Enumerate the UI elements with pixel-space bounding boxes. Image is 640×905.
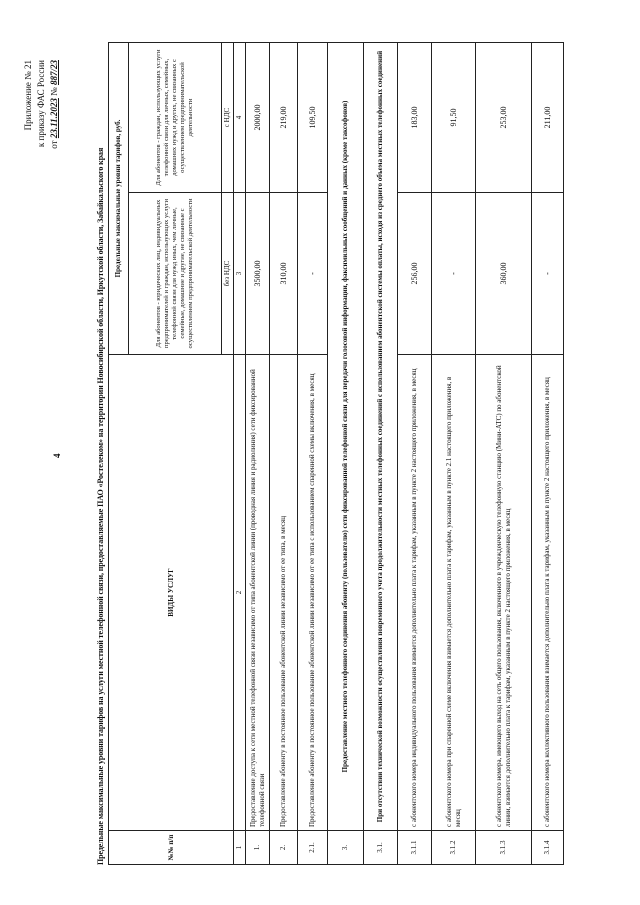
tariff-citizens: 211,00 <box>532 43 564 193</box>
tariff-citizens: 219,00 <box>270 43 298 193</box>
index-cell: 3 <box>234 193 246 355</box>
service-description: с абонентского номера индивидуального пользования взимается дополнительно плата к тарифам, указанным в пункте 2 настоящего приложения, в месяц <box>398 355 432 831</box>
service-description: с абонентского номера коллективного пользования взимается дополнительно плата к тарифам, указанным в пункте 2 настоящего приложения, в месяц <box>532 355 564 831</box>
row-number: 3.1.2 <box>432 831 476 865</box>
order-date: 23.11.2023 <box>49 98 59 139</box>
number-prefix: № <box>49 87 59 96</box>
table-row <box>298 43 328 865</box>
row-number: 2. <box>270 831 298 865</box>
header-legal-entities: Для абонентов - юридических лиц, индивидуальных предпринимателей и граждан, использующих услуги телефонной связи для нужд иных, чем личные, семейные, домашние и другие, не связанные с осуществлением предпринимательской деятельности <box>129 193 222 355</box>
order-date-line <box>48 60 61 149</box>
header-vat-excluded: без НДС <box>222 193 234 355</box>
index-cell: 1 <box>234 831 246 865</box>
table-row <box>270 43 298 865</box>
index-cell: 4 <box>234 43 246 193</box>
tariff-legal: - <box>432 193 476 355</box>
page-number: 4 <box>52 453 62 458</box>
index-cell: 2 <box>234 355 246 831</box>
row-number: 3.1. <box>364 831 398 865</box>
order-line: к приказу ФАС России <box>36 60 46 148</box>
table-row <box>364 43 398 865</box>
row-number: 3. <box>328 831 364 865</box>
row-number: 3.1.3 <box>476 831 532 865</box>
table-row <box>246 43 270 865</box>
table-row <box>398 43 432 865</box>
header-levels: Предельные максимальные уровни тарифов, руб. <box>109 43 129 355</box>
table-row <box>476 43 532 865</box>
service-description: Предоставление абоненту в постоянное пользование абонентской линии независимо от ее типа с использованием спаренной схемы включения, в месяц <box>298 355 328 831</box>
tariff-table <box>108 42 564 865</box>
row-number: 1. <box>246 831 270 865</box>
date-prefix: от <box>49 140 59 149</box>
service-description: с абонентского номера при спаренной схеме включения взимается дополнительно плата к тарифам, указанным в пункте 2.1 настоящего приложения, в месяц <box>432 355 476 831</box>
service-description: Предоставление абоненту в постоянное пользование абонентской линии независимо от ее типа, в месяц <box>270 355 298 831</box>
tariff-legal: 360,00 <box>476 193 532 355</box>
tariff-citizens: 109,50 <box>298 43 328 193</box>
appendix-block <box>22 60 61 149</box>
appendix-line: Приложение № 21 <box>23 60 33 131</box>
header-vat-included: с НДС <box>222 43 234 193</box>
order-number: 887/23 <box>49 60 59 86</box>
tariff-legal: - <box>298 193 328 355</box>
table-row <box>328 43 364 865</box>
header-citizens: Для абонентов - граждан, использующих услуги телефонной связи для личных, семейных, домашних нужд и других, не связанных с осуществлением предпринимательской деятельности <box>129 43 222 193</box>
tariff-legal: 256,00 <box>398 193 432 355</box>
header-services: ВИДЫ УСЛУГ <box>109 355 234 831</box>
service-description: Предоставление доступа к сети местной телефонной связи независимо от типа абонентской линии (проводная линия и радиолиния) сети фиксированной телефонной связи <box>246 355 270 831</box>
section-heading: Предоставление местного телефонного соединения абоненту (пользователю) сети фиксированной телефонной связи для передачи голосовой информации, факсимильных сообщений и данных (кроме таксофонов) <box>328 43 364 831</box>
tariff-citizens: 253,00 <box>476 43 532 193</box>
tariff-citizens: 2000,00 <box>246 43 270 193</box>
tariff-citizens: 183,00 <box>398 43 432 193</box>
table-row <box>532 43 564 865</box>
tariff-legal: 310,00 <box>270 193 298 355</box>
header-no: №№ п/п <box>109 831 234 865</box>
row-number: 2.1. <box>298 831 328 865</box>
document-title: Предельные максимальные уровни тарифов на услуги местной телефонной связи, предоставляемые ПАО «Ростелеком» на территории Новосибирской области, Иркутской области, Забайкальского края <box>96 147 105 865</box>
row-number: 3.1.1 <box>398 831 432 865</box>
tariff-citizens: 91,50 <box>432 43 476 193</box>
table-row <box>432 43 476 865</box>
section-heading: При отсутствии технической возможности осуществления повременного учета продолжительности местных телефонных соединений с использованием абонентской системы оплаты, исходя из среднего объема местных телефонных соединений <box>364 43 398 831</box>
tariff-legal: 3500,00 <box>246 193 270 355</box>
service-description: с абонентского номера, имеющего выход на сеть общего пользования, включенного в учрежденческую телефонную станцию (Мини-АТС) по абонентской линии, взимается дополнительно плата к тарифам, указанным в пункте 2 настоящего приложения, в месяц <box>476 355 532 831</box>
tariff-legal: - <box>532 193 564 355</box>
row-number: 3.1.4 <box>532 831 564 865</box>
